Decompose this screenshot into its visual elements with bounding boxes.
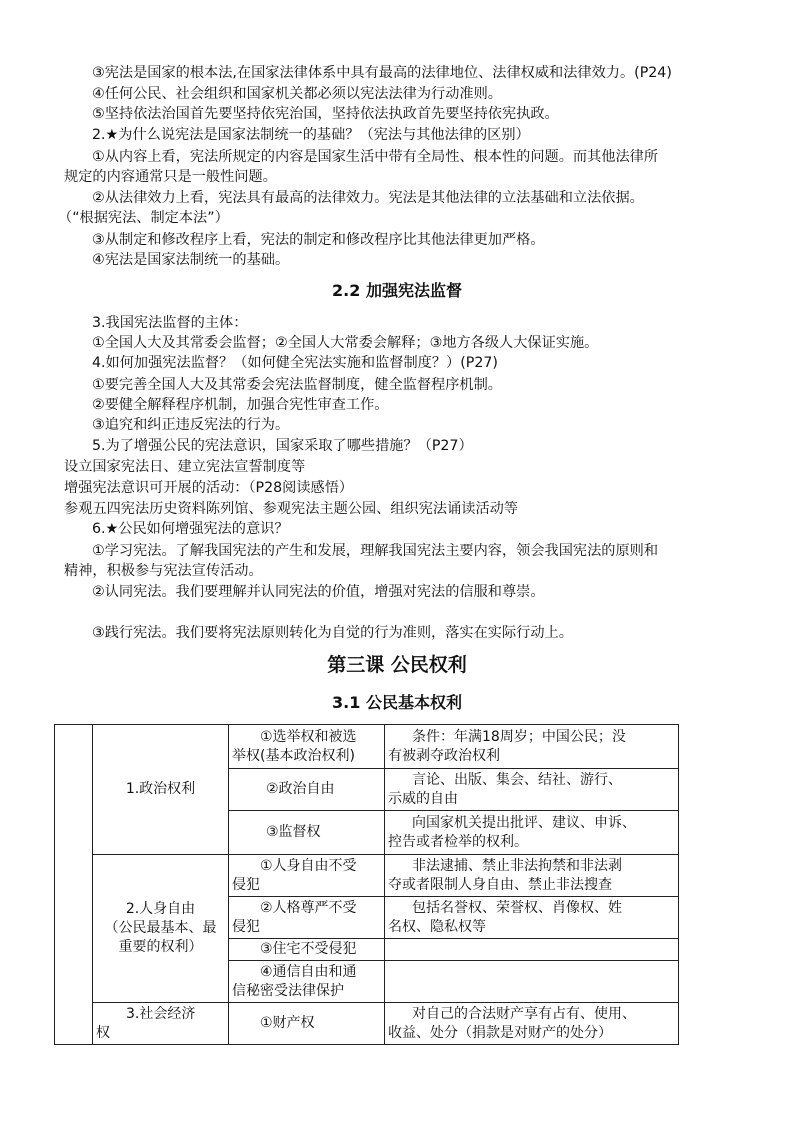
text-line: 设立国家宪法日、建立宪法宣誓制度等 bbox=[64, 459, 306, 475]
text-line: ①全国人大及其常委会监督；②全国人大常委会解释；③地方各级人大保证实施。 bbox=[92, 335, 599, 351]
text-line: ③宪法是国家的根本法,在国家法律体系中具有最高的法律地位、法律权威和法律效力。(P24) bbox=[92, 65, 672, 81]
right-desc bbox=[385, 725, 679, 769]
desc-line: 名权、隐私权等 bbox=[388, 918, 486, 935]
question-line: 3.我国宪法监督的主体： bbox=[92, 315, 248, 331]
question-line: 2.★为什么说宪法是国家法制统一的基础？（宪法与其他法律的区别） bbox=[92, 127, 530, 143]
right-item bbox=[229, 961, 385, 1003]
text-line: 参观五四宪法历史资料陈列馆、参观宪法主题公园、组织宪法诵读活动等 bbox=[64, 501, 519, 517]
item-line: ④通信自由和通 bbox=[260, 963, 357, 980]
text-line: ②要健全解释程序机制，加强合宪性审查工作。 bbox=[92, 397, 389, 413]
rights-table bbox=[54, 724, 679, 1045]
desc-line: 对自己的合法财产享有占有、使用、 bbox=[412, 1005, 636, 1022]
text-line: ③从制定和修改程序上看，宪法的制定和修改程序比其他法律更加严格。 bbox=[92, 232, 545, 248]
right-item bbox=[229, 897, 385, 939]
table-row bbox=[55, 855, 679, 897]
category-political bbox=[93, 725, 229, 855]
desc-line: 言论、出版、集会、结社、游行、 bbox=[412, 771, 622, 788]
right-item bbox=[229, 769, 385, 811]
right-desc bbox=[385, 897, 679, 939]
desc-line: 控告或者检举的权利。 bbox=[388, 833, 528, 850]
item-line: 侵犯 bbox=[232, 876, 260, 893]
item-line: 信秘密受法律保护 bbox=[232, 982, 344, 999]
category-label: 2.人身自由 bbox=[125, 901, 196, 917]
text-line: ②认同宪法。我们要理解并认同宪法的价值，增强对宪法的信服和尊崇。 bbox=[92, 584, 545, 600]
category-label: 3.社会经济 bbox=[126, 1005, 196, 1022]
text-line: 精神，积极参与宪法宣传活动。 bbox=[64, 563, 263, 579]
question-line: 6.★公民如何增强宪法的意识？ bbox=[92, 521, 289, 537]
text-line: 规定的内容通常只是一般性问题。 bbox=[64, 169, 277, 185]
right-item bbox=[229, 855, 385, 897]
item-line: ①财产权 bbox=[260, 1015, 315, 1031]
table-margin-cell bbox=[55, 725, 93, 1045]
text-line: ①学习宪法。了解我国宪法的产生和发展，理解我国宪法主要内容，领会我国宪法的原则和 bbox=[92, 543, 659, 559]
desc-line: 收益、处分（捐款是对财产的处分） bbox=[388, 1024, 612, 1041]
desc-line: 向国家机关提出批评、建议、申诉、 bbox=[412, 814, 636, 831]
text-line: ③追究和纠正违反宪法的行为。 bbox=[92, 417, 290, 433]
right-desc bbox=[385, 939, 679, 961]
question-line: 5.为了增强公民的宪法意识，国家采取了哪些措施？（P27） bbox=[92, 438, 473, 454]
text-line: （“根据宪法、制定本法”） bbox=[58, 210, 229, 226]
desc-line: 包括名誉权、荣誉权、肖像权、姓 bbox=[412, 899, 622, 916]
text-line: ①要完善全国人大及其常委会宪法监督制度，健全监督程序机制。 bbox=[92, 377, 502, 393]
desc-line: 夺或者限制人身自由、禁止非法搜查 bbox=[388, 876, 612, 893]
right-desc bbox=[385, 961, 679, 1003]
desc-line: 条件：年满18周岁；中国公民；没 bbox=[412, 728, 626, 745]
item-line: ③住宅不受侵犯 bbox=[260, 941, 357, 957]
text-line: ⑤坚持依法治国首先要坚持依宪治国，坚持依法执政首先要坚持依宪执政。 bbox=[92, 106, 559, 122]
text-line: ④宪法是国家法制统一的基础。 bbox=[92, 252, 290, 268]
right-item bbox=[229, 725, 385, 769]
item-line: ②政治自由 bbox=[266, 781, 335, 797]
category-economic bbox=[93, 1003, 229, 1045]
desc-line: 示威的自由 bbox=[388, 790, 458, 807]
right-item bbox=[229, 939, 385, 961]
desc-line: 有被剥夺政治权利 bbox=[388, 747, 500, 764]
right-desc bbox=[385, 1003, 679, 1045]
text-line: ③践行宪法。我们要将宪法原则转化为自觉的行为准则，落实在实际行动上。 bbox=[92, 625, 573, 641]
category-personal bbox=[93, 855, 229, 1003]
category-note: 重要的权利） bbox=[118, 939, 203, 955]
text-line: ①从内容上看，宪法所规定的内容是国家生活中带有全局性、根本性的问题。而其他法律所 bbox=[92, 149, 659, 165]
text-line: 增强宪法意识可开展的活动：（P28阅读感悟） bbox=[64, 480, 354, 496]
desc-line: 非法逮捕、禁止非法拘禁和非法剥 bbox=[412, 857, 622, 874]
table-row bbox=[55, 725, 679, 769]
section-heading: 3.1 公民基本权利 bbox=[332, 693, 462, 712]
right-item bbox=[229, 1003, 385, 1045]
category-note: （公民最基本、最 bbox=[104, 920, 217, 936]
right-desc bbox=[385, 811, 679, 855]
item-line: ②人格尊严不受 bbox=[260, 899, 357, 916]
question-line: 4.如何加强宪法监督？（如何健全宪法实施和监督制度？）(P27) bbox=[92, 355, 498, 371]
right-desc bbox=[385, 855, 679, 897]
item-line: ①人身自由不受 bbox=[260, 857, 357, 874]
text-line: ④任何公民、社会组织和国家机关都必须以宪法法律为行动准则。 bbox=[92, 86, 502, 102]
item-line: 侵犯 bbox=[232, 918, 260, 935]
category-label: 1.政治权利 bbox=[125, 781, 196, 797]
right-desc bbox=[385, 769, 679, 811]
text-line: ②从法律效力上看，宪法具有最高的法律效力。宪法是其他法律的立法基础和立法依据。 bbox=[92, 190, 644, 206]
right-item bbox=[229, 811, 385, 855]
category-label: 权 bbox=[96, 1024, 110, 1041]
item-line: 举权(基本政治权利) bbox=[232, 747, 355, 764]
lesson-title: 第三课 公民权利 bbox=[327, 654, 467, 676]
item-line: ①选举权和被选 bbox=[260, 728, 357, 745]
item-line: ③监督权 bbox=[266, 824, 321, 840]
table-row bbox=[55, 1003, 679, 1045]
section-heading: 2.2 加强宪法监督 bbox=[332, 281, 462, 300]
